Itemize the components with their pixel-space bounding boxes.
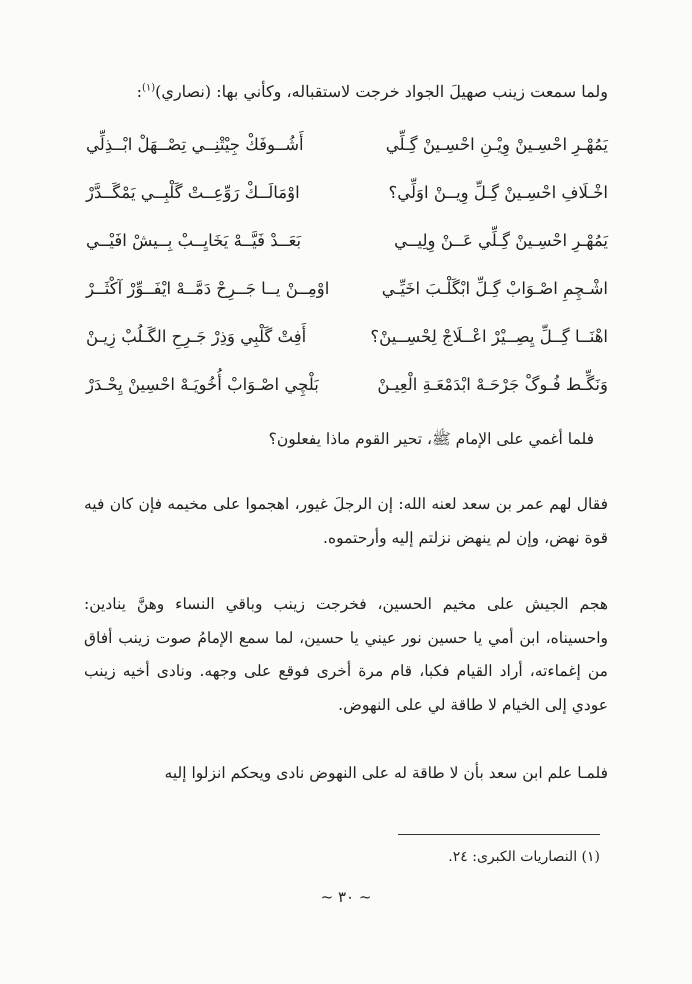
verse-5-right: اهْنَــا گِــلِّ يِصِــيْرْ اعْــلَاجْ لِحْسِــينْ؟ bbox=[370, 326, 608, 346]
verse-6 bbox=[86, 367, 608, 401]
verse-3-right: يَمُهْـرِ احْسِـينْ گِـلِّي عَــنْ وِلِيــي bbox=[394, 230, 608, 250]
intro-colon: : bbox=[136, 82, 142, 101]
verse-6-left: بَلْچِي اصْـوَابْ أُخُويَـهْ احْسِينْ يِحْـدَرْ bbox=[86, 374, 319, 394]
verse-2-left: اوْمَالَــكْ رَوِّعِــتْ گَلْبِــي يَمْگَــدَّرْ bbox=[86, 182, 300, 202]
paragraph-3: هجم الجيش على مخيم الحسين، فخرجت زينب وباقي النساء وهنَّ ينادين: واحسيناه، ابن أمي يا حسين نور عيني يا حسين، لما سمع الإمامُ صوت زينب أفاق من إغماءته، أراد القيام فكبا، قام مرة أخرى فوقع على وجهه. ونادى أخيه زينب عودي إلى الخيام لا طاقة لي على النهوض. bbox=[84, 595, 608, 714]
verse-3-left: بَعَــدْ فَيَّــهْ يَخَايِــبْ بِــيشْ افَيْــي bbox=[86, 230, 302, 250]
verse-5-left: أَفِتْ گَلْبِي وَذِرْ جَـرِحِ الگَـلُبْ زِيـنْ bbox=[86, 326, 307, 346]
verse-6-right: وَنَگِّـط فُـوگْ جَرْحَـهْ ابْدَمْعَـةِ الْعِيـنْ bbox=[377, 374, 608, 394]
verse-4 bbox=[86, 271, 608, 305]
verse-4-right: اشْـچِمِ اصْـوَابْ گِـلِّ ابْگَلْـبَ اخَيِّـي bbox=[381, 278, 608, 298]
footnote-divider bbox=[398, 834, 600, 835]
paragraph-2: فقال لهم عمر بن سعد لعنه الله: إن الرجلَ غيور، اهجموا على مخيمه فإن كان فيه قوة نهض، وإن لم ينهض نزلتم إليه وأرحتموه. bbox=[84, 495, 608, 547]
verse-2 bbox=[86, 175, 608, 209]
footnote: (١) النصاريات الكبرى: ٢٤. bbox=[448, 849, 600, 865]
paragraph-4: فلمـا علم ابن سعد بأن لا طاقة له على النهوض نادى ويحكم انزلوا إليه bbox=[164, 764, 608, 782]
paragraph-1: فلما أغمي على الإمام ﷺ، تحير القوم ماذا يفعلون؟ bbox=[268, 430, 594, 448]
page-number: ~ ٣٠ ~ bbox=[320, 888, 372, 906]
verse-1-right: يَمُهْـرِ احْسِـينْ وِيْـنِ احْسِـينْ گِـلِّي bbox=[385, 134, 608, 154]
intro-text: ولما سمعت زينب صهيلَ الجواد خرجت لاستقباله، وكأني بها: (نصاري) bbox=[155, 82, 608, 101]
verse-4-left: اوْمِــنْ يــا جَــرِحْ دَمَّــهْ ايْفَــوِّرْ آكْثَــرْ bbox=[86, 278, 330, 298]
verse-1-left: أَشُــوفَكْ جِيْتْنِــي تِصْــهَلْ ابْــذِلِّي bbox=[86, 134, 304, 154]
verse-3 bbox=[86, 223, 608, 257]
verse-1 bbox=[86, 127, 608, 161]
verse-5 bbox=[86, 319, 608, 353]
intro-line bbox=[100, 82, 608, 101]
verse-2-right: اخْـلَافِ احْسِـينْ گِـلِّ وِيــنْ اوَلِّي؟ bbox=[388, 182, 608, 202]
footnote-reference: (١) bbox=[141, 82, 156, 94]
